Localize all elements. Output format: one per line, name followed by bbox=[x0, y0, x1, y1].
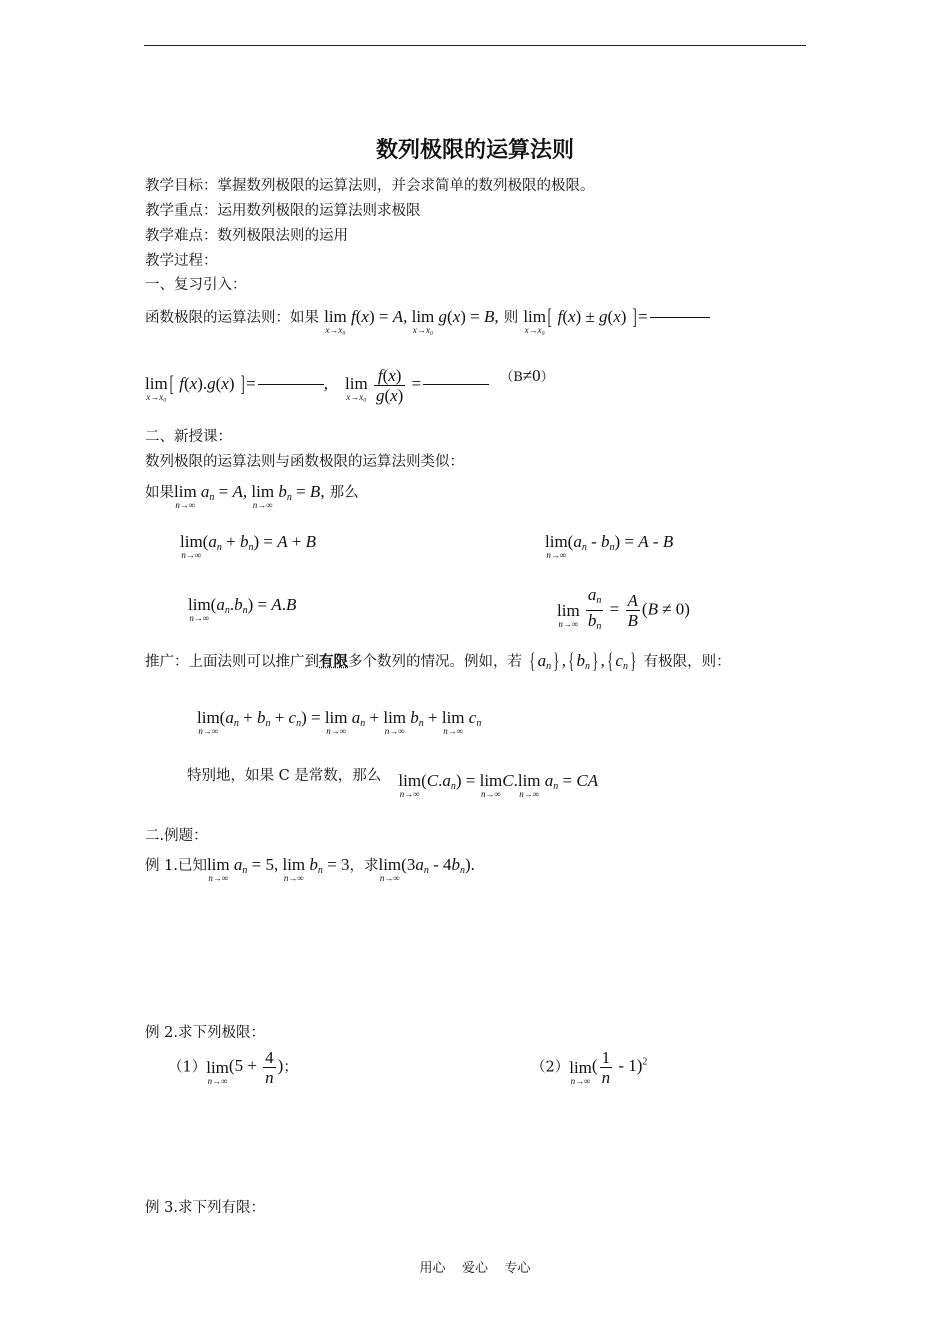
has-limit-text: 有极限，则： bbox=[643, 654, 731, 670]
then-label: 则 bbox=[503, 310, 519, 326]
sequence-intro: 数列极限的运算法则与函数极限的运算法则类似： bbox=[145, 454, 464, 470]
example-3-label: 例 3.求下列有限： bbox=[145, 1200, 265, 1216]
teaching-difficulty: 教学难点：数列极限法则的运用 bbox=[145, 228, 348, 244]
function-limit-rule bbox=[145, 304, 710, 335]
sequence-hypothesis: 如果lim n→∞ an = A, lim n→∞ bn = B, 那么 bbox=[145, 482, 359, 510]
function-rule-prefix: 函数极限的运算法则：如果 bbox=[145, 310, 319, 326]
special-text: 特别地，如果 C 是常数，那么 bbox=[187, 768, 382, 784]
product-quotient-rule: lim x→x₀ [ f(x).g(x) ]= , lim x→x₀ $\frac{f(x)}{g(x)}$ = $^{(B\ne 0)}$ bbox=[145, 366, 554, 405]
three-sum-rule: lim n→∞ (an + bn + cn) = lim n→∞ an + lim n→∞ bn + lim n→∞ cn bbox=[197, 708, 482, 736]
sum-limit-formula: lim x→x₀ [ f(x) ± g(x) ]= bbox=[523, 307, 709, 326]
then-label-2: 那么 bbox=[329, 485, 359, 501]
quotient-rule: lim n→∞ $\frac{an}{bn}$ = $\frac{A}{B}$ (B ≠ 0) bbox=[557, 585, 690, 632]
function-rule-formula: lim x→x₀ f(x) = A, lim x→x₀ g(x) = B, bbox=[324, 307, 499, 335]
example-2-part-2: （2）lim n→∞ ( $\frac{1}{n}$ - 1)$^2$ bbox=[531, 1048, 648, 1087]
example-1: 例 1.已知lim n→∞ an = 5, lim n→∞ bn = 3，求lim n→∞ (3an - 4bn). bbox=[145, 855, 475, 883]
b-condition: （B bbox=[500, 370, 523, 386]
page-title: 数列极限的运算法则 bbox=[375, 138, 574, 163]
example-2-label: 例 2.求下列极限： bbox=[145, 1025, 265, 1041]
example-2-part-2-label: （2） bbox=[531, 1059, 570, 1076]
teaching-process: 教学过程： bbox=[145, 253, 218, 269]
teaching-goal: 教学目标：掌握数列极限的运算法则，并会求简单的数列极限的极限。 bbox=[145, 178, 595, 194]
page-footer: 用心 爱心 专心 bbox=[419, 1261, 531, 1276]
example-1-label: 例 1.已知 bbox=[145, 858, 207, 874]
section-examples: 二.例题： bbox=[145, 828, 208, 844]
teaching-focus: 教学重点：运用数列极限的运算法则求极限 bbox=[145, 203, 421, 219]
difference-rule: lim n→∞ (an - bn) = A - B bbox=[545, 532, 674, 560]
example-2-part-1-label: （1） bbox=[168, 1059, 207, 1076]
sum-rule: lim n→∞ (an + bn) = A + B bbox=[180, 532, 317, 560]
generalization: 推广：上面法则可以推广到有限多个数列的情况。例如，若 { an } , { bn } , { cn } 有极限，则： bbox=[145, 648, 731, 673]
header-rule bbox=[144, 45, 806, 46]
example-1-ask: 求 bbox=[363, 858, 379, 874]
section-new-lesson: 二、新授课： bbox=[145, 429, 232, 445]
example-2-part-1: （1）lim n→∞ (5 + $\frac{4}{n}$ )； bbox=[168, 1048, 298, 1087]
section-review: 一、复习引入： bbox=[145, 277, 247, 293]
generalize-text-a: 推广：上面法则可以推广到 bbox=[145, 654, 319, 670]
if-label: 如果 bbox=[145, 485, 174, 501]
product-rule: lim n→∞ (an.bn) = A.B bbox=[188, 595, 297, 623]
generalize-emphasis: 有限 bbox=[319, 653, 348, 670]
generalize-text-b: 多个数列的情况。例如，若 bbox=[348, 654, 522, 670]
constant-rule: 特别地，如果 C 是常数，那么 lim n→∞ (C.an) = lim n→∞ C.lim n→∞ an = CA bbox=[187, 768, 599, 799]
